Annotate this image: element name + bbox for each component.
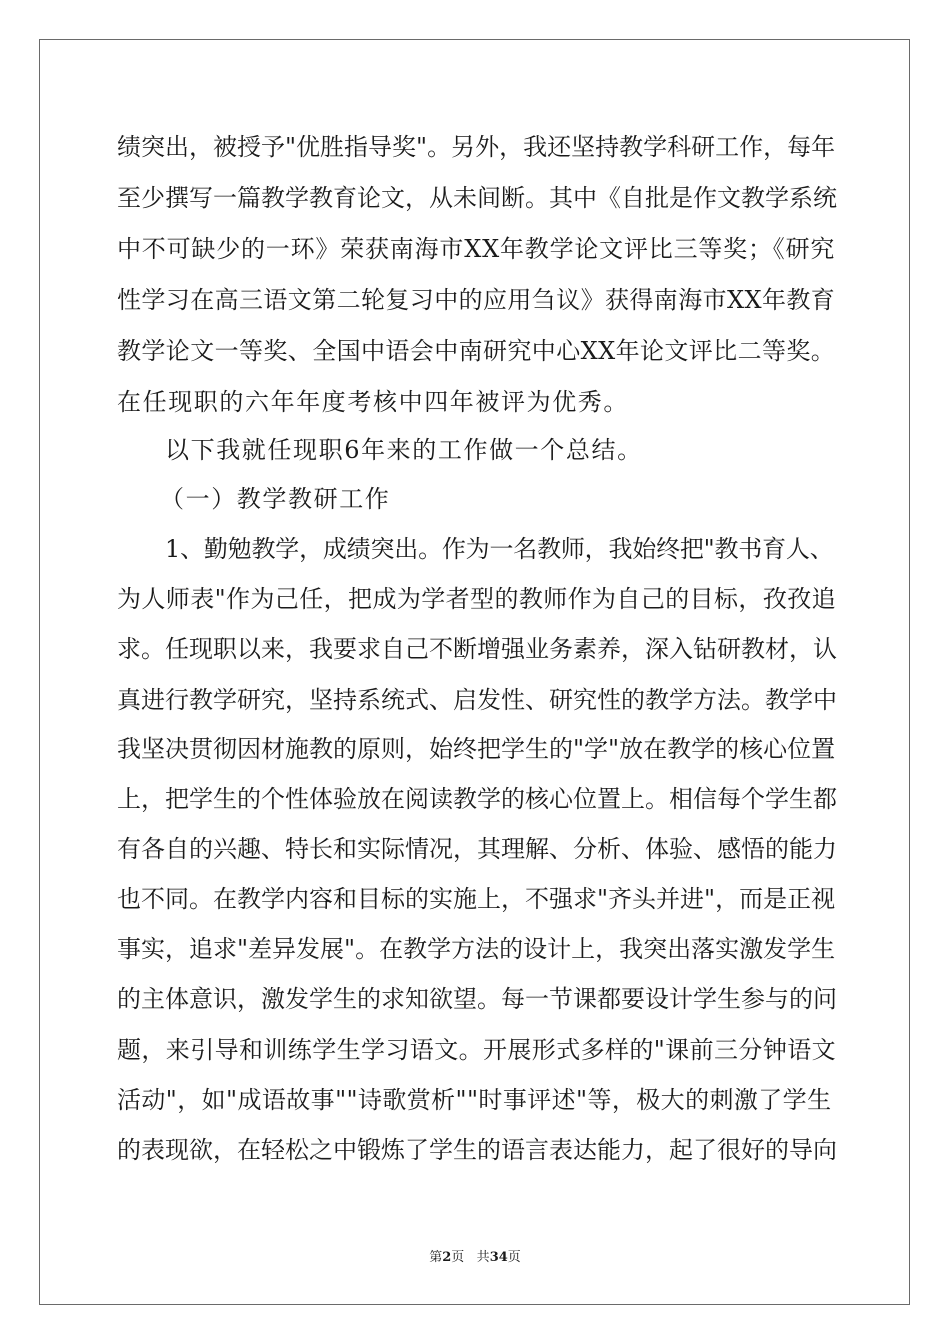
text-line: 的主体意识，激发学生的求知欲望。每一节课都要设计学生参与的问	[117, 985, 837, 1013]
text-line: 求。任现职以来，我要求自己不断增强业务素养，深入钻研教材，认	[117, 635, 837, 663]
footer-page-suffix: 页	[451, 1250, 465, 1265]
text-line: 的表现欲，在轻松之中锻炼了学生的语言表达能力，起了很好的导向	[117, 1136, 837, 1164]
text-line: 我坚决贯彻因材施教的原则，始终把学生的"学"放在教学的核心位置	[117, 735, 836, 763]
section-heading: （一）教学教研工作	[160, 485, 391, 513]
text-line: 活动"，如"成语故事""诗歌赏析""时事评述"等，极大的刺激了学生	[117, 1086, 832, 1114]
footer-total-prefix: 共	[476, 1250, 490, 1265]
text-line: 为人师表"作为己任，把成为学者型的教师作为自己的目标，孜孜追	[117, 585, 837, 613]
total-page-count: 34	[489, 1250, 508, 1265]
current-page-number: 2	[442, 1250, 452, 1265]
text-line: 也不同。在教学内容和目标的实施上，不强求"齐头并进"，而是正视	[117, 885, 836, 913]
text-line: 事实，追求"差异发展"。在教学方法的设计上，我突出落实激发学生	[117, 935, 836, 963]
text-line: 在任现职的六年年度考核中四年被评为优秀。	[117, 388, 629, 416]
footer-prefix: 第	[429, 1250, 443, 1265]
text-line: 真进行教学研究，坚持系统式、启发性、研究性的教学方法。教学中	[117, 686, 837, 714]
footer-total-suffix: 页	[507, 1250, 521, 1265]
text-line: 性学习在高三语文第二轮复习中的应用刍议》获得南海市XX年教育	[117, 286, 836, 314]
text-line: 绩突出，被授予"优胜指导奖"。另外，我还坚持教学科研工作，每年	[117, 133, 836, 161]
text-line: 以下我就任现职6年来的工作做一个总结。	[165, 436, 643, 464]
text-line: 上，把学生的个性体验放在阅读教学的核心位置上。相信每个学生都	[117, 785, 837, 813]
text-line: 1、勤勉教学，成绩突出。作为一名教师，我始终把"教书育人、	[165, 535, 834, 563]
text-line: 题，来引导和训练学生学习语文。开展形式多样的"课前三分钟语文	[117, 1036, 837, 1064]
text-line: 中不可缺少的一环》荣获南海市XX年教学论文评比三等奖；《研究	[117, 235, 836, 263]
text-line: 教学论文一等奖、全国中语会中南研究中心XX年论文评比二等奖。	[117, 337, 836, 365]
text-line: 至少撰写一篇教学教育论文，从未间断。其中《自批是作文教学系统	[117, 184, 837, 212]
text-line: 有各自的兴趣、特长和实际情况，其理解、分析、体验、感悟的能力	[117, 835, 837, 863]
page-footer	[0, 1246, 950, 1265]
